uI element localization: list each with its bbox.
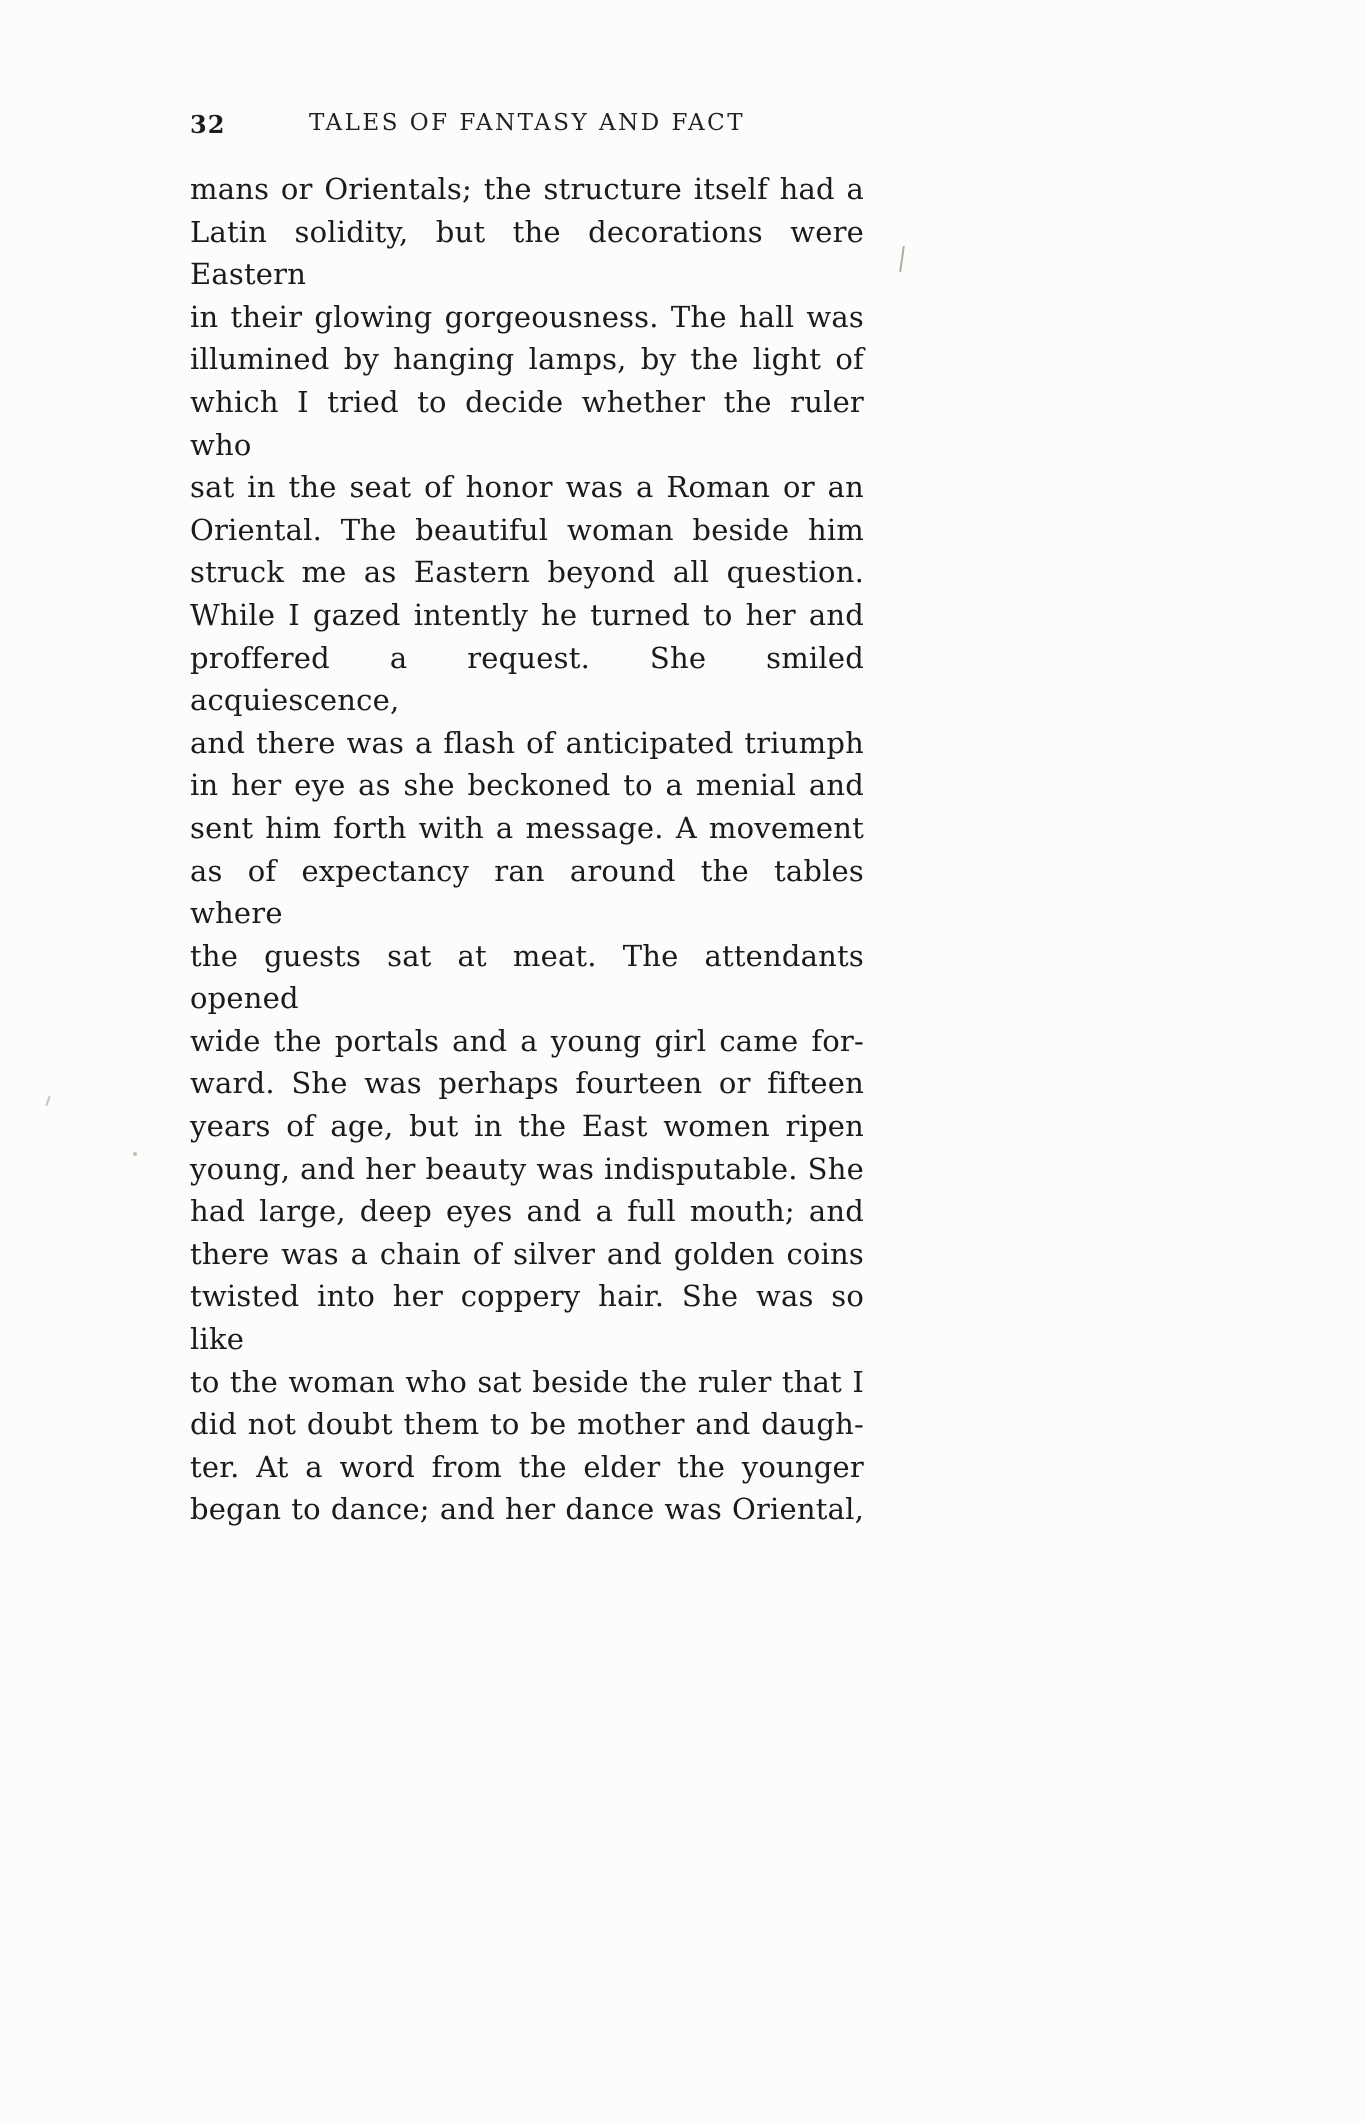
text-line: twisted into her coppery hair. She was so like [190, 1279, 864, 1357]
page-number: 32 [190, 110, 226, 139]
text-line: did not doubt them to be mother and daugh- [190, 1407, 864, 1442]
text-line: wide the portals and a young girl came for- [190, 1023, 864, 1058]
text-line: years of age, but in the East women ripen [190, 1109, 864, 1144]
text-line: began to dance; and her dance was Oriental, [190, 1492, 864, 1527]
text-line: mans or Orientals; the structure itself had a [190, 172, 864, 206]
text-line: to the woman who sat beside the ruler that I [190, 1364, 864, 1399]
scan-mark-slash [899, 246, 905, 272]
body-text [190, 168, 864, 1531]
text-line: Latin solidity, but the decorations were Eastern [190, 214, 864, 292]
text-line: Oriental. The beautiful woman beside him [190, 512, 864, 547]
text-line: sat in the seat of honor was a Roman or an [190, 470, 864, 505]
text-line: there was a chain of silver and golden coins [190, 1236, 864, 1271]
text-line: and there was a flash of anticipated triumph [190, 725, 864, 760]
text-line: had large, deep eyes and a full mouth; and [190, 1194, 864, 1229]
text-line: proffered a request. She smiled acquiescence, [190, 640, 864, 718]
text-line: ter. At a word from the elder the younger [190, 1449, 864, 1484]
scan-mark-dot [133, 1152, 137, 1156]
running-title: TALES OF FANTASY AND FACT [308, 110, 746, 136]
text-line: While I gazed intently he turned to her and [190, 597, 864, 632]
scan-mark-tick [45, 1096, 50, 1106]
text-line: illumined by hanging lamps, by the light of [190, 342, 864, 377]
text-line: as of expectancy ran around the tables where [190, 853, 864, 931]
text-column [190, 108, 864, 1531]
text-line: in her eye as she beckoned to a menial and [190, 768, 864, 803]
running-header [190, 108, 864, 144]
text-line: in their glowing gorgeousness. The hall was [190, 299, 864, 334]
text-line: sent him forth with a message. A movement [190, 810, 864, 845]
text-line: the guests sat at meat. The attendants opened [190, 938, 864, 1016]
text-line: young, and her beauty was indisputable. She [190, 1151, 864, 1186]
text-line: struck me as Eastern beyond all question. [190, 555, 864, 590]
text-line: which I tried to decide whether the ruler who [190, 384, 864, 462]
text-line: ward. She was perhaps fourteen or fifteen [190, 1066, 864, 1101]
